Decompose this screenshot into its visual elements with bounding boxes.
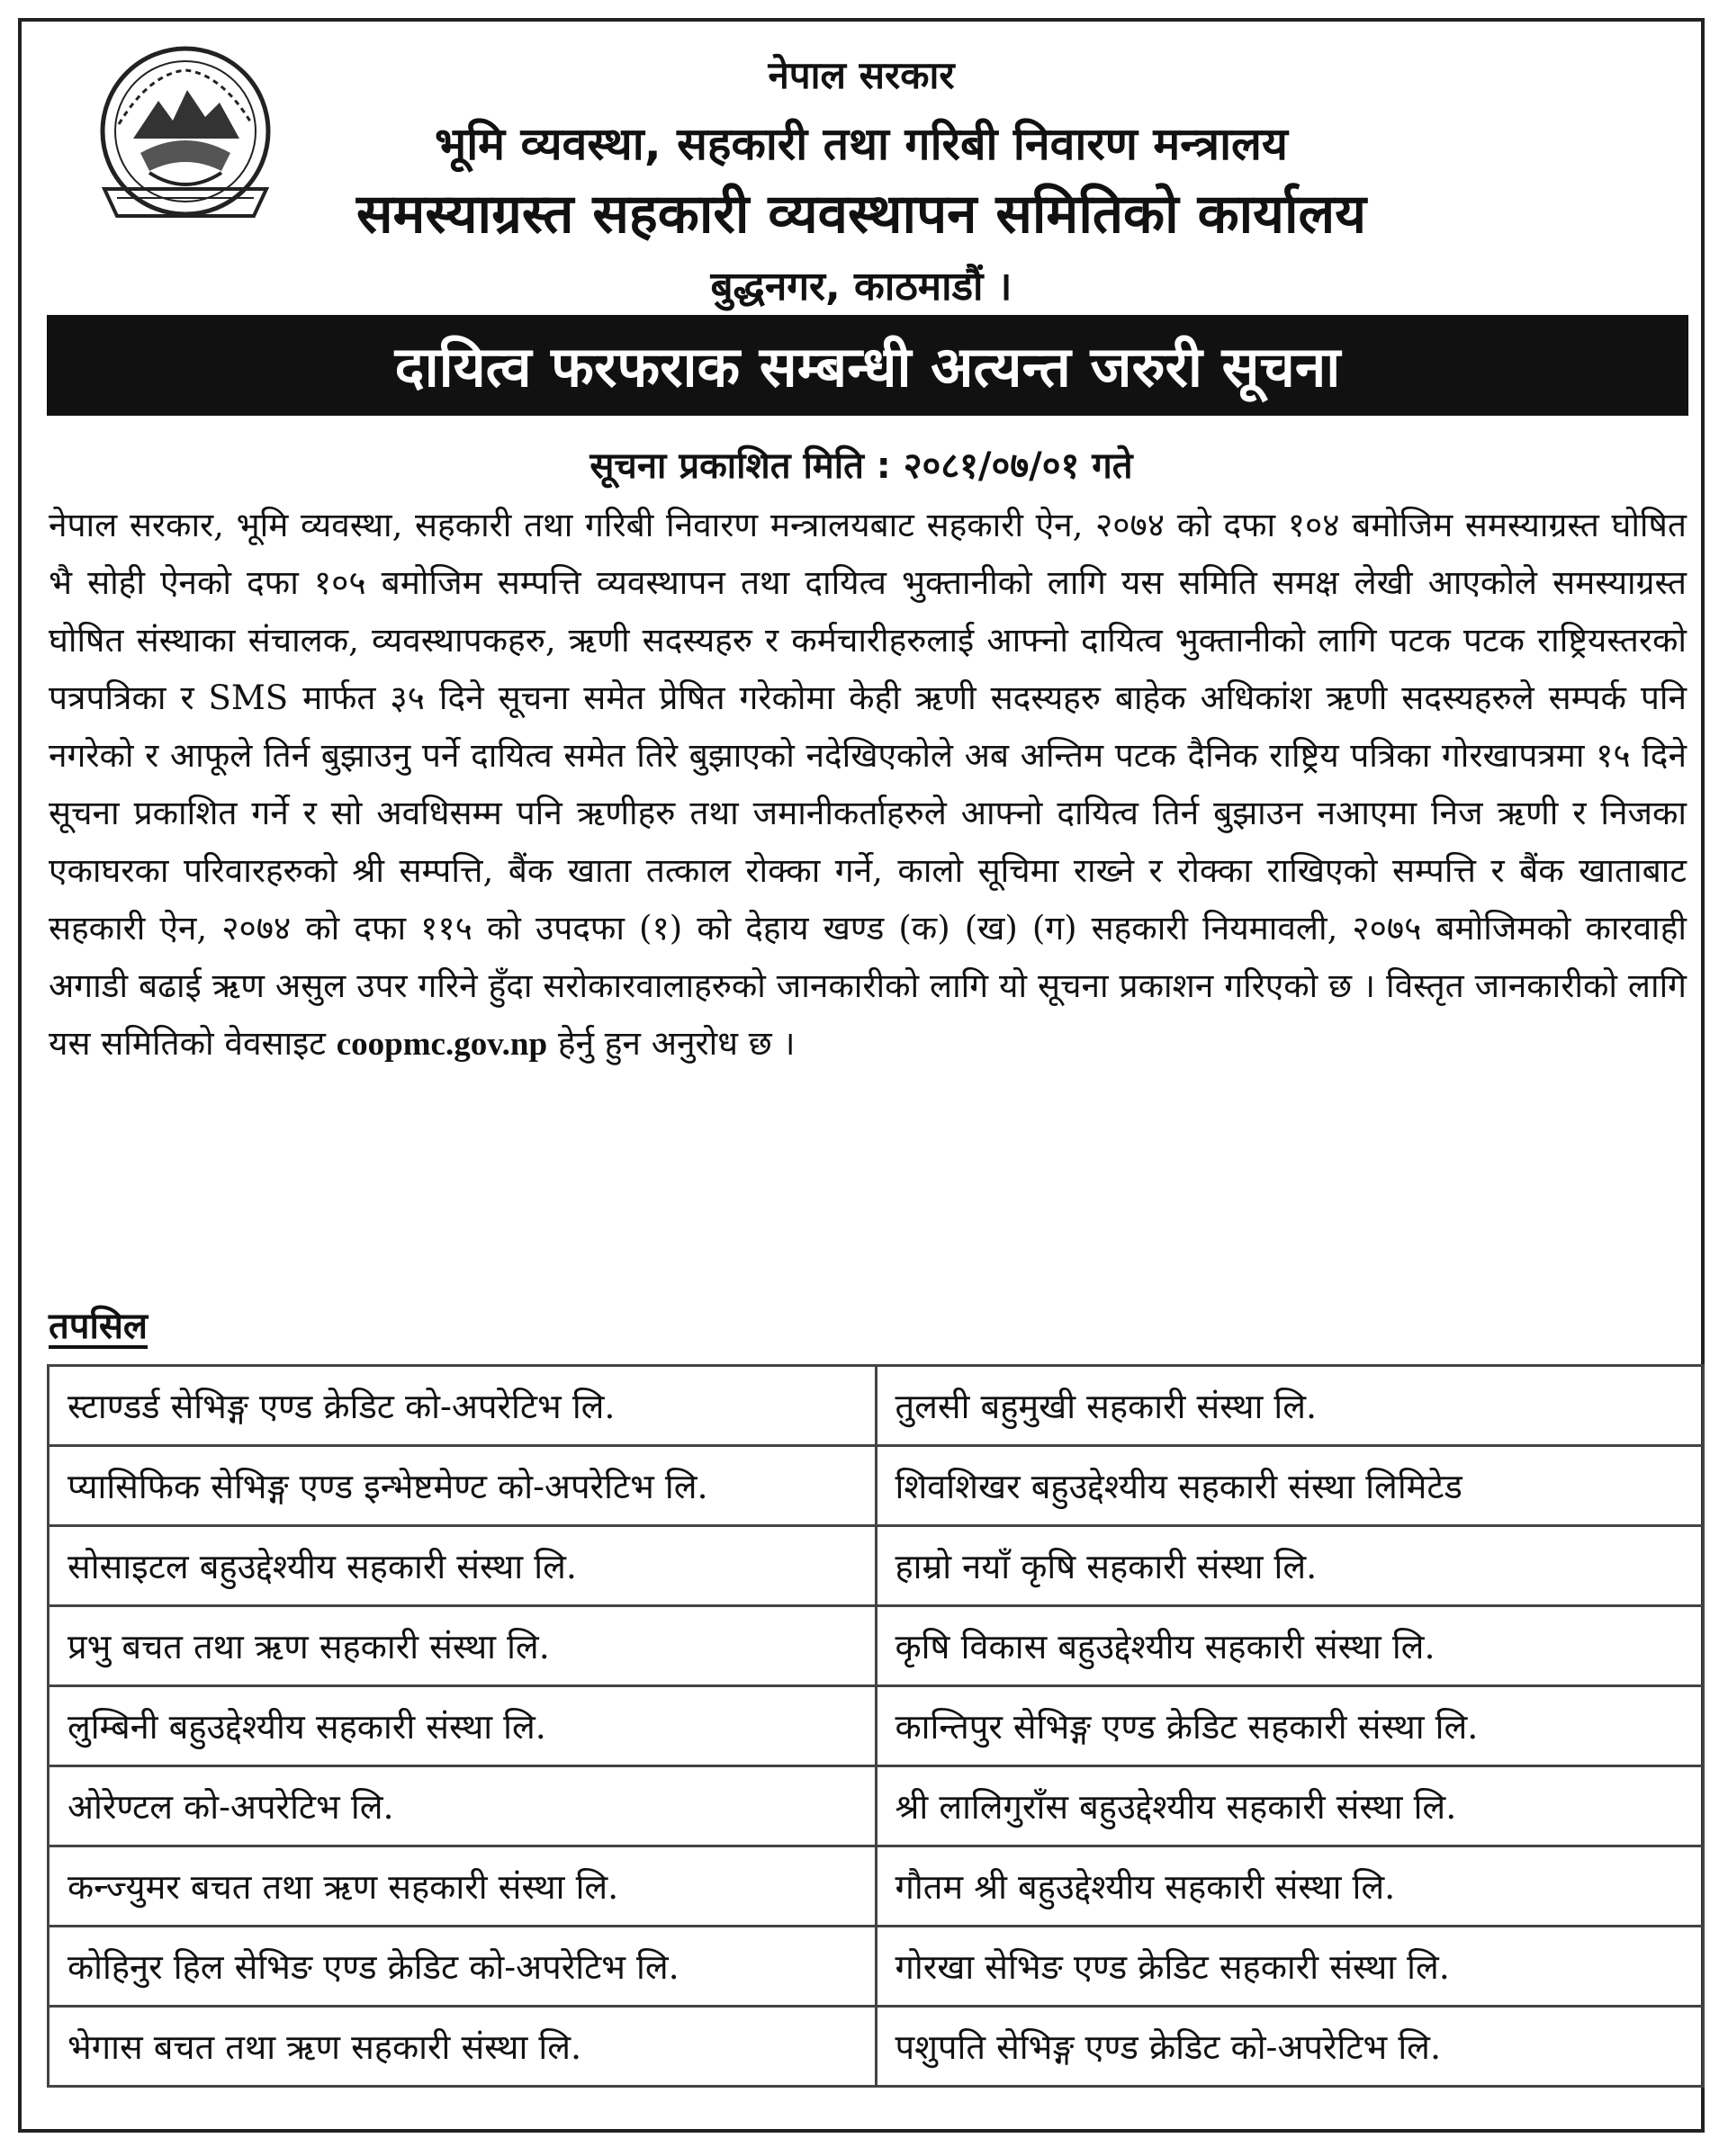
table-row	[49, 1606, 1704, 1686]
publication-date: सूचना प्रकाशित मिति : २०८१/०७/०१ गते	[590, 445, 1133, 487]
table-cell: कान्तिपुर सेभिङ्ग एण्ड क्रेडिट सहकारी संस्था लि.	[876, 1686, 1704, 1766]
table-cell: तुलसी बहुमुखी सहकारी संस्था लि.	[876, 1366, 1704, 1446]
header-government: नेपाल सरकार	[768, 53, 955, 97]
website-link[interactable]: coopmc.gov.np	[336, 1026, 548, 1063]
table-cell: हाम्रो नयाँ कृषि सहकारी संस्था लि.	[876, 1526, 1704, 1606]
table-cell: स्टाण्डर्ड सेभिङ्ग एण्ड क्रेडिट को-अपरेटिभ लि.	[49, 1366, 877, 1446]
header-address: बुद्धनगर, काठमाडौं ।	[710, 264, 1012, 310]
header-office: समस्याग्रस्त सहकारी व्यवस्थापन समितिको कार्यालय	[356, 183, 1367, 246]
notice-body	[49, 497, 1687, 1074]
table-row	[49, 1846, 1704, 1927]
table-row	[49, 1446, 1704, 1526]
notice-title-banner: दायित्व फरफराक सम्बन्धी अत्यन्त जरुरी सूचना	[47, 315, 1688, 416]
table-row	[49, 1526, 1704, 1606]
table-cell: सोसाइटल बहुउद्देश्यीय सहकारी संस्था लि.	[49, 1526, 877, 1606]
table-cell: भेगास बचत तथा ऋण सहकारी संस्था लि.	[49, 2007, 877, 2087]
table-cell: पशुपति सेभिङ्ग एण्ड क्रेडिट को-अपरेटिभ लि.	[876, 2007, 1704, 2087]
table-cell: लुम्बिनी बहुउद्देश्यीय सहकारी संस्था लि.	[49, 1686, 877, 1766]
table-cell: ओरेण्टल को-अपरेटिभ लि.	[49, 1766, 877, 1846]
table-cell: प्यासिफिक सेभिङ्ग एण्ड इन्भेष्टमेण्ट को-अपरेटिभ लि.	[49, 1446, 877, 1526]
table-cell: कोहिनुर हिल सेभिङ एण्ड क्रेडिट को-अपरेटिभ लि.	[49, 1927, 877, 2007]
table-row	[49, 1766, 1704, 1846]
table-row	[49, 1366, 1704, 1446]
notice-frame	[18, 18, 1705, 2133]
notice-closing: हेर्नु हुन अनुरोध छ ।	[557, 1024, 796, 1063]
table-cell: प्रभु बचत तथा ऋण सहकारी संस्था लि.	[49, 1606, 877, 1686]
header-ministry: भूमि व्यवस्था, सहकारी तथा गरिबी निवारण मन्त्रालय	[435, 118, 1288, 170]
cooperatives-table	[47, 1364, 1705, 2088]
table-row	[49, 1686, 1704, 1766]
table-cell: गोरखा सेभिङ एण्ड क्रेडिट सहकारी संस्था लि.	[876, 1927, 1704, 2007]
table-cell: कन्ज्युमर बचत तथा ऋण सहकारी संस्था लि.	[49, 1846, 877, 1927]
table-cell: कृषि विकास बहुउद्देश्यीय सहकारी संस्था लि.	[876, 1606, 1704, 1686]
table-cell: शिवशिखर बहुउद्देश्यीय सहकारी संस्था लिमिटेड	[876, 1446, 1704, 1526]
table-cell: गौतम श्री बहुउद्देश्यीय सहकारी संस्था लि.	[876, 1846, 1704, 1927]
table-row	[49, 1927, 1704, 2007]
table-cell: श्री लालिगुराँस बहुउद्देश्यीय सहकारी संस्था लि.	[876, 1766, 1704, 1846]
table-row	[49, 2007, 1704, 2087]
list-heading: तपसिल	[49, 1306, 148, 1347]
notice-paragraph: नेपाल सरकार, भूमि व्यवस्था, सहकारी तथा गरिबी निवारण मन्त्रालयबाट सहकारी ऐन, २०७४ को दफा १०४ बमोजिम समस्याग्रस्त घोषित भै सोही ऐनको दफा १०५ बमोजिम सम्पत्ति व्यवस्थापन तथा दायित्व भुक्तानीको लागि यस समिति समक्ष लेखी आएकोले समस्याग्रस्त घोषित संस्थाका संचालक, व्यवस्थापकहरु, ऋणी सदस्यहरु र कर्मचारीहरुलाई आफ्नो दायित्व भुक्तानीको लागि पटक पटक राष्ट्रियस्तरको पत्रपत्रिका र SMS मार्फत ३५ दिने सूचना समेत प्रेषित गरेकोमा केही ऋणी सदस्यहरु बाहेक अधिकांश ऋणी सदस्यहरुले सम्पर्क पनि नगरेको र आफूले तिर्न बुझाउनु पर्ने दायित्व समेत तिरे बुझाएको नदेखिएकोले अब अन्तिम पटक दैनिक राष्ट्रिय पत्रिका गोरखापत्रमा १५ दिने सूचना प्रकाशित गर्ने र सो अवधिसम्म पनि ऋणीहरु तथा जमानीकर्ताहरुले आफ्नो दायित्व तिर्न बुझाउन नआएमा निज ऋणी र निजका एकाघरका परिवारहरुको श्री सम्पत्ति, बैंक खाता तत्काल रोक्का गर्ने, कालो सूचिमा राख्ने र रोक्का राखिएको सम्पत्ति र बैंक खाताबाट सहकारी ऐन, २०७४ को दफा ११५ को उपदफा (१) को देहाय खण्ड (क) (ख) (ग) सहकारी नियमावली, २०७५ बमोजिमको कारवाही अगाडी बढाई ऋण असुल उपर गरिने हुँदा सरोकारवालाहरुको जानकारीको लागि यो सूचना प्रकाशन गरिएको छ । विस्तृत जानकारीको लागि यस समितिको वेवसाइट	[49, 506, 1687, 1063]
